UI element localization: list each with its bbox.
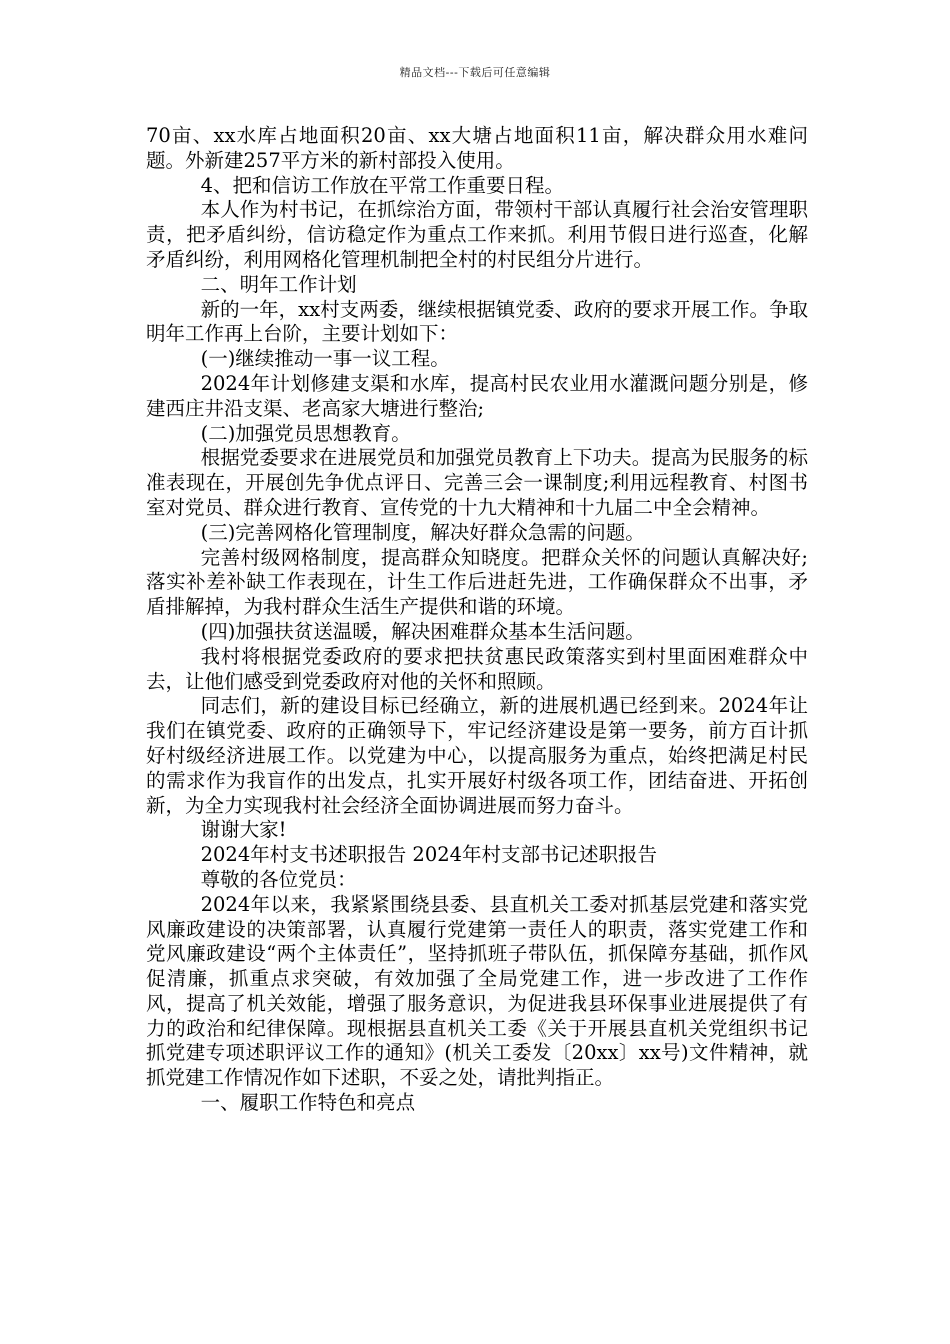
paragraph: 我村将根据党委政府的要求把扶贫惠民政策落实到村里面困难群众中去，让他们感受到党委政府对他的关怀和照顾。 xyxy=(146,644,808,693)
paragraph: 70亩、xx水库占地面积20亩、xx大塘占地面积11亩，解决群众用水难问题。外新建257平方米的新村部投入使用。 xyxy=(146,124,808,172)
subsection-heading: (一)继续推动一事一议工程。 xyxy=(200,347,450,371)
page-header: 精品文档---下载后可任意编辑 xyxy=(399,66,551,79)
paragraph: 谢谢大家! xyxy=(200,818,287,842)
paragraph: 4、把和信访工作放在平常工作重要日程。 xyxy=(200,173,565,197)
paragraph: 根据党委要求在进展党员和加强党员教育上下功夫。提高为民服务的标准表现在，开展创先争优点评日、完善三会一课制度;利用远程教育、村图书室对党员、群众进行教育、宣传党的十九大精神和十九届二中全会精神。 xyxy=(146,446,808,519)
report-title: 2024年村支书述职报告 2024年村支部书记述职报告 xyxy=(200,843,658,867)
paragraph: 完善村级网格制度，提高群众知晓度。把群众关怀的问题认真解决好;落实补差补缺工作表现在，计生工作后进赶先进，工作确保群众不出事，矛盾排解掉，为我村群众生活生产提供和谐的环境。 xyxy=(146,545,808,619)
subsection-heading: (二)加强党员思想教育。 xyxy=(200,421,411,445)
paragraph: 本人作为村书记，在抓综治方面，带领村干部认真履行社会治安管理职责，把矛盾纠纷，信访稳定作为重点工作来抓。利用节假日进行巡查，化解矛盾纠纷，利用网格化管理机制把全村的村民组分片进行。 xyxy=(146,198,808,271)
salutation: 尊敬的各位党员： xyxy=(200,867,357,891)
paragraph: 2024年计划修建支渠和水库，提高村民农业用水灌溉问题分别是，修建西庄井沿支渠、老高家大塘进行整治; xyxy=(146,371,808,420)
document-body xyxy=(146,124,808,1116)
paragraph: 新的一年，xx村支两委，继续根据镇党委、政府的要求开展工作。争取明年工作再上台阶，主要计划如下： xyxy=(146,297,808,346)
subsection-heading: (三)完善网格化管理制度，解决好群众急需的问题。 xyxy=(200,520,645,544)
subsection-heading: (四)加强扶贫送温暖，解决困难群众基本生活问题。 xyxy=(200,619,645,643)
section-heading: 一、履职工作特色和亮点 xyxy=(200,1091,416,1115)
paragraph: 2024年以来，我紧紧围绕县委、县直机关工委对抓基层党建和落实党风廉政建设的决策部署，认真履行党建第一责任人的职责，落实党建工作和党风廉政建设“两个主体责任”，坚持抓班子带队伍，抓保障夯基础，抓作风促清廉，抓重点求突破，有效加强了全局党建工作，进一步改进了工作作风，提高了机关效能，增强了服务意识，为促进我县环保事业进展提供了有力的政治和纪律保障。现根据县直机关工委《关于开展县直机关党组织书记抓党建专项述职评议工作的通知》(机关工委发〔20xx〕xx号)文件精神，就抓党建工作情况作如下述职，不妥之处，请批判指正。 xyxy=(146,892,808,1090)
section-heading: 二、明年工作计划 xyxy=(200,272,357,296)
paragraph: 同志们，新的建设目标已经确立，新的进展机遇已经到来。2024年让我们在镇党委、政府的正确领导下，牢记经济建设是第一要务，前方百计抓好村级经济进展工作。以党建为中心，以提高服务为重点，始终把满足村民的需求作为我盲作的出发点，扎实开展好村级各项工作，团结奋进、开拓创新，为全力实现我村社会经济全面协调进展而努力奋斗。 xyxy=(146,694,808,817)
